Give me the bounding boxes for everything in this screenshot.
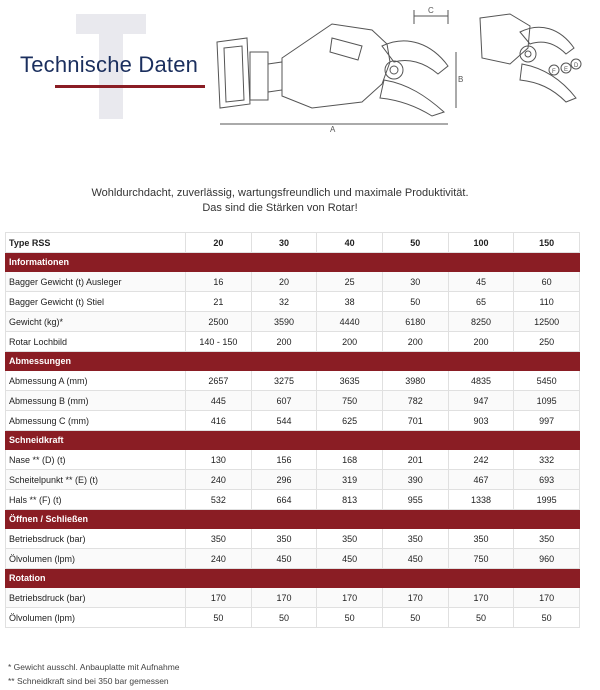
table-row [6, 470, 580, 490]
table-cell: 625 [317, 411, 383, 431]
table-cell: 38 [317, 292, 383, 312]
table-row [6, 588, 580, 608]
page-title: Technische Daten [20, 52, 199, 77]
table-cell: 450 [382, 549, 448, 569]
table-cell: 2500 [186, 312, 252, 332]
section-header-row [6, 510, 580, 529]
dimension-label-c: C [428, 6, 434, 15]
row-label: Scheitelpunkt ** (E) (t) [6, 470, 186, 490]
model-header: 40 [317, 233, 383, 253]
intro-line-2: Das sind die Stärken von Rotar! [202, 202, 358, 214]
table-cell: 750 [317, 391, 383, 411]
table-cell: 6180 [382, 312, 448, 332]
table-cell: 16 [186, 272, 252, 292]
section-header-row [6, 352, 580, 371]
table-cell: 416 [186, 411, 252, 431]
table-row [6, 549, 580, 569]
table-cell: 4835 [448, 371, 514, 391]
footnote: * Gewicht ausschl. Anbauplatte mit Aufnahme [8, 662, 180, 672]
footnote: ** Schneidkraft sind bei 350 bar gemessen [8, 676, 169, 686]
dimension-label-b: B [458, 75, 464, 84]
specifications-table [5, 232, 580, 628]
table-cell: 60 [514, 272, 580, 292]
row-label: Betriebsdruck (bar) [6, 529, 186, 549]
table-row [6, 608, 580, 628]
title-underline [55, 85, 205, 88]
intro-text [0, 186, 560, 216]
table-cell: 445 [186, 391, 252, 411]
dimension-label-a: A [330, 125, 336, 134]
model-header: 30 [251, 233, 317, 253]
table-cell: 997 [514, 411, 580, 431]
table-cell: 607 [251, 391, 317, 411]
table-cell: 4440 [317, 312, 383, 332]
row-label: Betriebsdruck (bar) [6, 588, 186, 608]
table-cell: 242 [448, 450, 514, 470]
table-cell: 65 [448, 292, 514, 312]
table-cell: 532 [186, 490, 252, 510]
table-cell: 3590 [251, 312, 317, 332]
section-title: Informationen [6, 253, 580, 272]
table-cell: 350 [514, 529, 580, 549]
table-cell: 955 [382, 490, 448, 510]
table-cell: 350 [448, 529, 514, 549]
table-cell: 750 [448, 549, 514, 569]
table-cell: 960 [514, 549, 580, 569]
table-cell: 450 [317, 549, 383, 569]
dimension-label-d: D [574, 63, 579, 69]
table-cell: 240 [186, 549, 252, 569]
table-cell: 350 [317, 529, 383, 549]
table-cell: 3275 [251, 371, 317, 391]
table-cell: 450 [251, 549, 317, 569]
section-title: Rotation [6, 569, 580, 588]
table-cell: 140 - 150 [186, 332, 252, 352]
table-cell: 250 [514, 332, 580, 352]
table-row [6, 272, 580, 292]
table-cell: 25 [317, 272, 383, 292]
model-header: 150 [514, 233, 580, 253]
table-row [6, 371, 580, 391]
table-cell: 156 [251, 450, 317, 470]
section-title: Schneidkraft [6, 431, 580, 450]
table-cell: 50 [251, 608, 317, 628]
row-label: Ölvolumen (lpm) [6, 608, 186, 628]
table-cell: 21 [186, 292, 252, 312]
table-cell: 1338 [448, 490, 514, 510]
model-header: 50 [382, 233, 448, 253]
row-label: Gewicht (kg)* [6, 312, 186, 332]
table-row [6, 312, 580, 332]
row-label: Bagger Gewicht (t) Ausleger [6, 272, 186, 292]
table-cell: 200 [382, 332, 448, 352]
section-header-row [6, 569, 580, 588]
dimension-label-f: F [552, 69, 556, 75]
table-cell: 110 [514, 292, 580, 312]
dimension-label-e: E [564, 67, 569, 73]
section-header-row [6, 253, 580, 272]
table-cell: 350 [251, 529, 317, 549]
table-cell: 170 [251, 588, 317, 608]
table-cell: 50 [514, 608, 580, 628]
table-cell: 170 [514, 588, 580, 608]
row-label: Abmessung C (mm) [6, 411, 186, 431]
section-title: Öffnen / Schließen [6, 510, 580, 529]
table-cell: 201 [382, 450, 448, 470]
model-header: 100 [448, 233, 514, 253]
table-cell: 350 [382, 529, 448, 549]
model-header: 20 [186, 233, 252, 253]
table-cell: 200 [317, 332, 383, 352]
table-cell: 200 [251, 332, 317, 352]
table-cell: 903 [448, 411, 514, 431]
table-cell: 32 [251, 292, 317, 312]
table-cell: 350 [186, 529, 252, 549]
table-cell: 12500 [514, 312, 580, 332]
table-cell: 947 [448, 391, 514, 411]
table-cell: 50 [382, 608, 448, 628]
jaw-detail-drawing [470, 8, 595, 118]
table-cell: 50 [448, 608, 514, 628]
table-cell: 813 [317, 490, 383, 510]
table-row [6, 529, 580, 549]
table-cell: 319 [317, 470, 383, 490]
table-cell: 701 [382, 411, 448, 431]
table-cell: 296 [251, 470, 317, 490]
row-label: Ölvolumen (lpm) [6, 549, 186, 569]
section-title: Abmessungen [6, 352, 580, 371]
table-cell: 544 [251, 411, 317, 431]
header [0, 0, 600, 150]
table-cell: 240 [186, 470, 252, 490]
table-cell: 332 [514, 450, 580, 470]
table-cell: 3635 [317, 371, 383, 391]
table-row [6, 391, 580, 411]
row-label: Rotar Lochbild [6, 332, 186, 352]
table-cell: 3980 [382, 371, 448, 391]
table-cell: 170 [382, 588, 448, 608]
table-cell: 1995 [514, 490, 580, 510]
table-row [6, 490, 580, 510]
table-cell: 2657 [186, 371, 252, 391]
table-cell: 50 [317, 608, 383, 628]
row-label: Abmessung A (mm) [6, 371, 186, 391]
table-cell: 664 [251, 490, 317, 510]
row-label: Bagger Gewicht (t) Stiel [6, 292, 186, 312]
table-row [6, 450, 580, 470]
row-label: Hals ** (F) (t) [6, 490, 186, 510]
table-cell: 8250 [448, 312, 514, 332]
shear-side-view-drawing [212, 4, 462, 134]
table-cell: 50 [382, 292, 448, 312]
footnotes [8, 660, 180, 688]
table-row [6, 332, 580, 352]
table-cell: 693 [514, 470, 580, 490]
table-cell: 45 [448, 272, 514, 292]
table-cell: 200 [448, 332, 514, 352]
table-cell: 170 [186, 588, 252, 608]
table-cell: 782 [382, 391, 448, 411]
type-header: Type RSS [6, 233, 186, 253]
table-cell: 1095 [514, 391, 580, 411]
intro-line-1: Wohldurchdacht, zuverlässig, wartungsfreundlich und maximale Produktivität. [91, 187, 469, 199]
table-cell: 170 [448, 588, 514, 608]
table-header-row [6, 233, 580, 253]
table-cell: 30 [382, 272, 448, 292]
row-label: Nase ** (D) (t) [6, 450, 186, 470]
table-row [6, 411, 580, 431]
table-cell: 467 [448, 470, 514, 490]
table-cell: 5450 [514, 371, 580, 391]
table-row [6, 292, 580, 312]
table-cell: 168 [317, 450, 383, 470]
table-cell: 130 [186, 450, 252, 470]
table-cell: 170 [317, 588, 383, 608]
row-label: Abmessung B (mm) [6, 391, 186, 411]
table-cell: 20 [251, 272, 317, 292]
table-cell: 390 [382, 470, 448, 490]
table-cell: 50 [186, 608, 252, 628]
section-header-row [6, 431, 580, 450]
